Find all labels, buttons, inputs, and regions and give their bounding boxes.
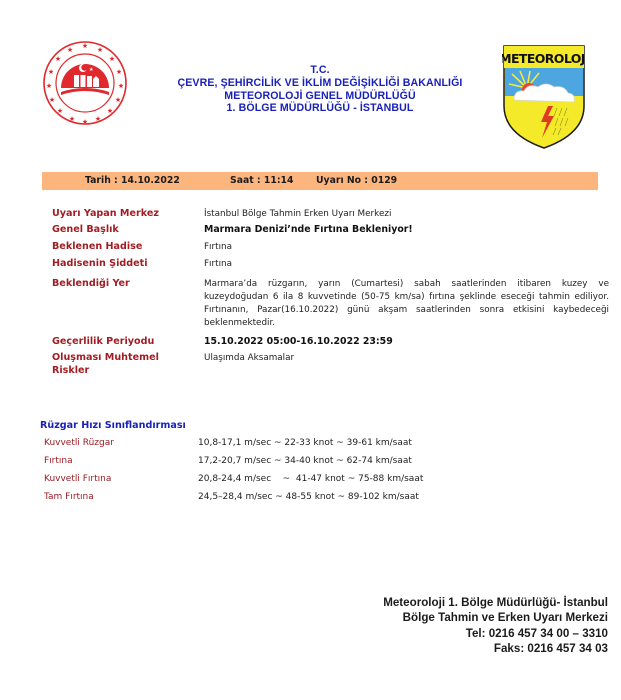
svg-text:★: ★ — [81, 118, 89, 126]
wind-row — [44, 492, 464, 508]
value-issuing-center: İstanbul Bölge Tahmin Erken Uyarı Merkezi — [204, 209, 392, 219]
svg-text:★: ★ — [56, 107, 64, 115]
svg-text:★: ★ — [115, 68, 123, 76]
warning-number: Uyarı No : 0129 — [316, 175, 398, 186]
label-issuing-center: Uyarı Yapan Merkez — [52, 208, 159, 219]
svg-text:★: ★ — [45, 82, 53, 90]
wind-class-name: Kuvvetli Rüzgar — [44, 438, 114, 448]
wind-class-value: 17,2-20,7 m/sec ~ 34-40 knot ~ 62-74 km/saat — [198, 456, 412, 466]
value-validity-period: 15.10.2022 05:00-16.10.2022 23:59 — [204, 336, 393, 347]
label-possible-risks: Oluşması Muhtemel Riskler — [52, 352, 159, 376]
wind-class-value: 10,8-17,1 m/sec ~ 22-33 knot ~ 39-61 km/saat — [198, 438, 412, 448]
svg-text:★: ★ — [108, 55, 116, 63]
svg-text:★: ★ — [117, 82, 125, 90]
svg-text:★: ★ — [114, 96, 122, 104]
header-line-tc: T.C. — [310, 64, 330, 76]
header-region: 1. BÖLGE MÜDÜRLÜĞÜ - İSTANBUL — [226, 102, 414, 115]
wind-classification-title: Rüzgar Hızı Sınıflandırması — [40, 420, 186, 431]
wind-class-name: Kuvvetli Fırtına — [44, 474, 112, 484]
ministry-seal-icon — [42, 40, 128, 126]
svg-text:★: ★ — [68, 115, 76, 123]
value-event-severity: Fırtına — [204, 259, 232, 269]
wind-row — [44, 474, 464, 490]
meteoroloji-shield-icon — [502, 44, 586, 150]
wind-row — [44, 456, 464, 472]
svg-text:★: ★ — [94, 115, 102, 123]
wind-class-name: Tam Fırtına — [44, 492, 94, 502]
wind-class-name: Fırtına — [44, 456, 73, 466]
value-possible-risks: Ulaşımda Aksamalar — [204, 353, 295, 363]
header-ministry: ÇEVRE, ŞEHİRCİLİK VE İKLİM DEĞİŞİKLİĞİ BAKANLIĞI — [177, 76, 463, 89]
footer-phone: Tel: 0216 457 34 00 – 3310 — [465, 626, 608, 640]
warning-info-bar — [42, 172, 598, 190]
footer-contact — [383, 595, 608, 657]
label-general-title: Genel Başlık — [52, 224, 119, 235]
label-expected-event: Beklenen Hadise — [52, 241, 143, 252]
label-event-severity: Hadisenin Şiddeti — [52, 258, 148, 269]
value-general-title: Marmara Denizi’nde Fırtına Bekleniyor! — [204, 224, 413, 235]
svg-text:★: ★ — [48, 96, 56, 104]
svg-text:★: ★ — [81, 42, 89, 50]
header-directorate: METEOROLOJİ GENEL MÜDÜRLÜĞÜ — [224, 89, 416, 102]
wind-row — [44, 438, 464, 454]
page-header — [140, 64, 500, 115]
svg-text:METEOROLOJİ: METEOROLOJİ — [502, 51, 586, 66]
wind-class-value: 24,5–28,4 m/sec ~ 48-55 knot ~ 89-102 km/saat — [198, 492, 419, 502]
label-validity-period: Geçerlilik Periyodu — [52, 336, 155, 347]
svg-text:★: ★ — [66, 46, 74, 54]
wind-class-value: 20,8-24,4 m/sec ~ 41-47 knot ~ 75-88 km/saat — [198, 474, 424, 484]
svg-text:★: ★ — [47, 68, 55, 76]
svg-text:★: ★ — [89, 67, 94, 73]
svg-text:★: ★ — [106, 107, 114, 115]
label-expected-location: Beklendiği Yer — [52, 278, 130, 289]
footer-center: Bölge Tahmin ve Erken Uyarı Merkezi — [402, 611, 608, 625]
value-expected-location: Marmara’da rüzgarın, yarın (Cumartesi) sabah saatlerinden itibaren kuzey ve kuzeydoğudan 6 ila 8 kuvvetinde (50-75 km/sa) fırtına şeklinde eseceği tahmin ediliyor. Fırtınanın, Pazar(16.10.2022) günü akşam saatlerinden sonra etkisini kaybedeceği beklenmektedir. — [204, 279, 609, 329]
svg-text:★: ★ — [54, 55, 62, 63]
warning-date: Tarih : 14.10.2022 — [85, 175, 180, 186]
footer-fax: Faks: 0216 457 34 03 — [493, 642, 608, 656]
warning-time: Saat : 11:14 — [230, 175, 294, 186]
footer-office: Meteoroloji 1. Bölge Müdürlüğü- İstanbul — [383, 596, 608, 609]
value-expected-event: Fırtına — [204, 242, 232, 252]
svg-text:★: ★ — [96, 46, 104, 54]
